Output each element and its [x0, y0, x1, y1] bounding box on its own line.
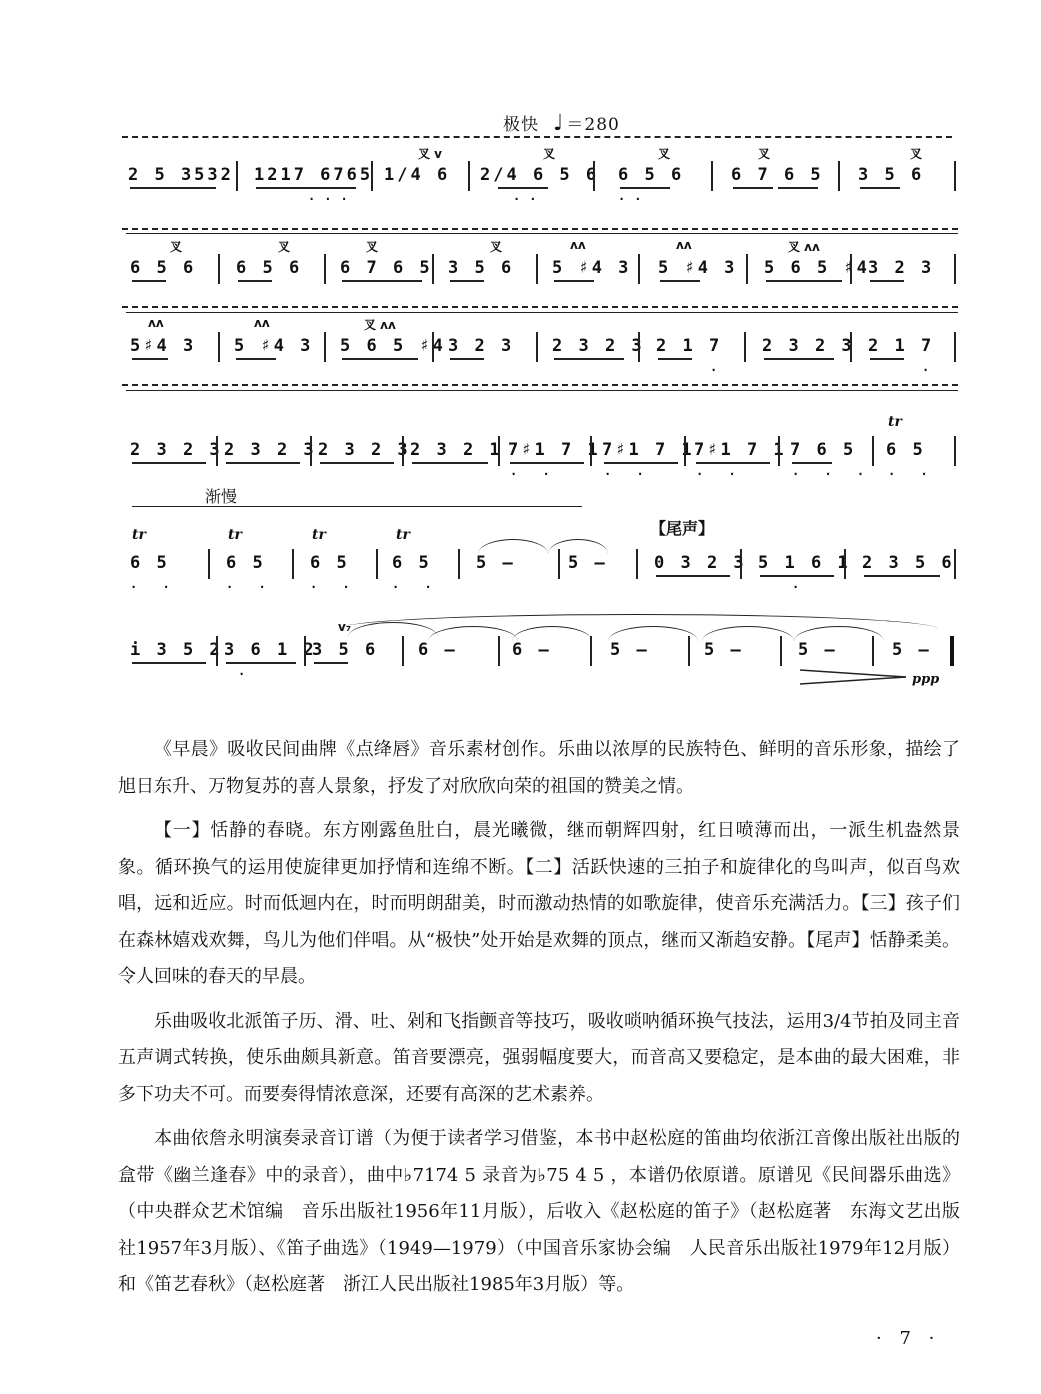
octave-dots: . . [696, 464, 745, 478]
beam [314, 662, 348, 664]
paragraph-1: 《早晨》吸收民间曲牌《点绛唇》音乐素材创作。乐曲以浓厚的民族特色、鲜明的音乐形象，描绘了旭日东升、万物复苏的喜人景象，抒发了对欣欣向荣的祖国的赞美之情。 [118, 739, 960, 797]
barline [458, 549, 460, 579]
measure: 2 3 2 3 [762, 336, 855, 356]
ornament-mark: 叉 [366, 240, 379, 254]
octave-dots: . . [604, 464, 653, 478]
ornament-mark: 叉 ʌʌ [364, 318, 396, 332]
description-text [118, 732, 960, 1312]
octave-dots: .. [513, 189, 546, 203]
measure: 5 – [610, 640, 650, 660]
beam [226, 662, 296, 664]
measure: 5 1 6 1 [758, 553, 851, 573]
beam [412, 462, 488, 464]
tempo-value: ＝280 [566, 115, 620, 135]
beam [320, 462, 394, 464]
ornament-mark: 叉 [543, 147, 556, 161]
tempo-extension-line [122, 136, 952, 138]
beam [766, 280, 842, 282]
octave-dots: . . . [792, 464, 874, 478]
final-barline [950, 636, 954, 666]
beam [656, 575, 730, 577]
barline [740, 549, 742, 579]
barline [292, 549, 294, 579]
barline [638, 332, 640, 362]
ornament-mark: 叉 [658, 147, 671, 161]
measure: 6 5 6 [618, 165, 685, 185]
measure: 5 ♯4 3 [234, 336, 314, 356]
beam [132, 662, 206, 664]
octave-dots: . [710, 360, 727, 374]
barline [468, 161, 470, 191]
line-divider [122, 384, 958, 386]
ornament-mark: 叉 [910, 147, 923, 161]
measure: 0 3 2 3 [654, 553, 747, 573]
octave-dots: . . [888, 464, 937, 478]
barline [402, 436, 404, 466]
barline [218, 332, 220, 362]
barline [746, 254, 748, 284]
measure: 3 2 3 [448, 336, 515, 356]
beam [226, 462, 300, 464]
measure: 3 2 3 [868, 258, 935, 278]
line-divider [122, 306, 958, 308]
barline [432, 254, 434, 284]
ornament-mark: v₇ [338, 620, 352, 634]
paragraph-4: 本曲依詹永明演奏录音订谱（为便于读者学习借鉴，本书中赵松庭的笛曲均依浙江音像出版社出版的盒带《幽兰逢春》中的录音），曲中♭7174 5 录音为♭75 4 5 ，本谱仍依原谱。原谱见《民间器乐曲选》（中央群众艺术馆编 音乐出版社1956年11月版），后收入《赵松庭的笛子》（赵松庭著 东海文艺出版社1957年3月版）、《笛子曲选》（1949—1979）（中国音乐家协会编 人民音乐出版社1979年12月版）和《笛艺春秋》（赵松庭著 浙江人民出版社1985年3月版）等。 [118, 1128, 960, 1295]
beam [733, 187, 773, 189]
octave-dots: . . [510, 464, 559, 478]
barline [954, 161, 956, 191]
beam [860, 187, 900, 189]
score-line-4 [128, 414, 958, 478]
measure: 2 3 2 3 [224, 440, 317, 460]
beam [342, 358, 418, 360]
measure: 6 5 [392, 553, 432, 573]
diminuendo-hairpin [800, 668, 908, 686]
barline [872, 436, 874, 466]
measure: 6 5 6 [130, 258, 197, 278]
measure: 5♯4 3 [130, 336, 197, 356]
line-divider [126, 233, 958, 234]
octave-dots: . . [130, 577, 179, 591]
barline [954, 549, 956, 579]
score-line-2 [128, 238, 958, 282]
barline [324, 254, 326, 284]
trill-mark: tr [396, 527, 410, 543]
beam [450, 280, 484, 282]
measure: 5 – [798, 640, 838, 660]
ritardando-label: 渐慢 [205, 487, 238, 506]
octave-dots: ... [308, 189, 357, 203]
tie [548, 539, 608, 554]
barline [838, 161, 840, 191]
measure: 2 3 5 6 [862, 553, 955, 573]
measure: 2 3 2 1 [410, 440, 503, 460]
measure: 6 – [512, 640, 552, 660]
barline [954, 332, 956, 362]
measure: 1/4 6 [384, 165, 451, 185]
measure: 6 7 6 5 [731, 165, 824, 185]
beam [132, 280, 166, 282]
barline [593, 161, 595, 191]
measure: 5 – [476, 553, 516, 573]
ornament-mark: 叉 [490, 240, 503, 254]
octave-dots: . . [392, 577, 441, 591]
measure: 3 5 6 [448, 258, 515, 278]
tie [478, 539, 548, 554]
beam [764, 358, 834, 360]
measure: 2 5 3532 [128, 165, 234, 185]
page-number: · 7 · [876, 1328, 941, 1349]
beam [778, 187, 818, 189]
measure: 3 6 1 2 [224, 640, 317, 660]
beam [130, 187, 216, 189]
score-line-1 [128, 147, 958, 203]
barline [310, 436, 312, 466]
barline [590, 436, 592, 466]
octave-dots: . [922, 360, 939, 374]
measure: 5 – [568, 553, 608, 573]
measure: 7♯1 7 1 [694, 440, 787, 460]
barline [376, 549, 378, 579]
ornament-mark: 叉 [278, 240, 291, 254]
ornament-mark: 叉 [758, 147, 771, 161]
beam [450, 358, 484, 360]
measure: 5 ♯4 3 [552, 258, 632, 278]
beam [238, 280, 272, 282]
measure: 7 6 5 [790, 440, 857, 460]
beam [870, 358, 904, 360]
dynamic-ppp: ppp [912, 672, 940, 687]
barline [711, 161, 713, 191]
barline [684, 436, 686, 466]
tempo-marking [503, 110, 620, 136]
octave-dots: . . [310, 577, 359, 591]
beam [554, 358, 624, 360]
barline [216, 436, 218, 466]
line-divider [126, 390, 958, 391]
barline [844, 549, 846, 579]
beam [870, 280, 904, 282]
trill-mark: tr [888, 414, 902, 430]
ornament-mark: ʌʌ [570, 238, 586, 252]
octave-dots: . [792, 577, 809, 591]
barline [636, 549, 638, 579]
measure: 6 5 [310, 553, 350, 573]
ornament-mark: ʌʌ [254, 316, 270, 330]
barline [371, 161, 373, 191]
ornament-mark: 叉 [170, 240, 183, 254]
ornament-mark: 叉 ʌʌ [788, 240, 820, 254]
beam [658, 358, 692, 360]
barline [236, 161, 238, 191]
barline [850, 254, 852, 284]
line-divider [126, 312, 958, 313]
ritardando-line [132, 506, 582, 507]
measure: 6 5 6 [236, 258, 303, 278]
measure: 5 6 5 ♯4 [340, 336, 446, 356]
measure: 6 5 [886, 440, 926, 460]
barline [850, 332, 852, 362]
measure: 2 1 7 [656, 336, 723, 356]
barline [432, 332, 434, 362]
ornament-mark: ʌʌ [148, 316, 164, 330]
beam [132, 358, 168, 360]
ornament-mark: ʌʌ [676, 238, 692, 252]
octave-dots: .. [618, 189, 651, 203]
beam [236, 358, 276, 360]
paragraph-2: 【一】恬静的春晓。东方刚露鱼肚白，晨光曦微，继而朝辉四射，红日喷薄而出，一派生机盎然景象。循环换气的运用使旋律更加抒情和连绵不断。【二】活跃快速的三拍子和旋律化的鸟叫声，似百鸟欢唱，远和近应。时而低迴内在，时而明朗甜美，时而激动热情的如歌旋律，使音乐充满活力。【三】孩子们在森林嬉戏欢舞，鸟儿为他们伴唱。从“极快”处开始是欢舞的顶点，继而又渐趋安静。【尾声】恬静柔美。令人回味的春天的早晨。 [118, 820, 960, 987]
measure: 1217 6765 [254, 165, 374, 185]
line-divider [122, 228, 958, 230]
octave-dots: . . [226, 577, 275, 591]
barline [536, 254, 538, 284]
measure: 6 5 [226, 553, 266, 573]
beam [864, 575, 940, 577]
measure: 7♯1 7 1 [508, 440, 601, 460]
beam [132, 462, 206, 464]
tempo-label: 极快 [503, 115, 539, 135]
barline [954, 254, 956, 284]
octave-dots: . [238, 664, 255, 678]
measure: 6 – [418, 640, 458, 660]
barline [638, 254, 640, 284]
barline [216, 636, 218, 666]
measure: 7♯1 7 1 [602, 440, 695, 460]
measure: 2 3 2 3 [318, 440, 411, 460]
beam [660, 280, 700, 282]
barline [402, 636, 404, 666]
barline [324, 332, 326, 362]
measure: 2 3 2 3 [130, 440, 223, 460]
coda-label: 【尾声】 [650, 519, 715, 538]
quarter-note-icon: ♩ [553, 111, 565, 136]
barline [778, 436, 780, 466]
measure: 6 5 [130, 553, 170, 573]
measure: 2 3 2 3 [552, 336, 645, 356]
beam [342, 280, 422, 282]
barline [536, 332, 538, 362]
measure: 2/4 6 5 6 [480, 165, 600, 185]
measure: 3 5 6 [312, 640, 379, 660]
measure: 6 7 6 5 [340, 258, 433, 278]
measure: 5 6 5 ♯4 [764, 258, 870, 278]
ornament-mark: 叉 v [418, 147, 443, 161]
barline [954, 436, 956, 466]
measure: 2 1 7 [868, 336, 935, 356]
trill-mark: tr [312, 527, 326, 543]
measure: 5 ♯4 3 [658, 258, 738, 278]
score-line-6 [128, 620, 958, 678]
paragraph-3: 乐曲吸收北派笛子历、滑、吐、剁和飞指颤音等技巧，吸收唢呐循环换气技法，运用3/4节拍及同主音五声调式转换，使乐曲颇具新意。笛音要漂亮，强弱幅度要大，而音高又要稳定，是本曲的最大困难，非多下功夫不可。而要奏得情浓意深，还要有高深的艺术素养。 [118, 1010, 960, 1105]
trill-mark: tr [132, 527, 146, 543]
barline [208, 549, 210, 579]
measure: 5 – [892, 640, 932, 660]
barline [498, 436, 500, 466]
measure: 5 – [704, 640, 744, 660]
measure: i 3 5 2 [130, 640, 223, 660]
measure: 3 5 6 [858, 165, 925, 185]
score-line-3 [128, 316, 958, 374]
barline [304, 636, 306, 666]
barline [218, 254, 220, 284]
barline [744, 332, 746, 362]
trill-mark: tr [228, 527, 242, 543]
beam [554, 280, 594, 282]
